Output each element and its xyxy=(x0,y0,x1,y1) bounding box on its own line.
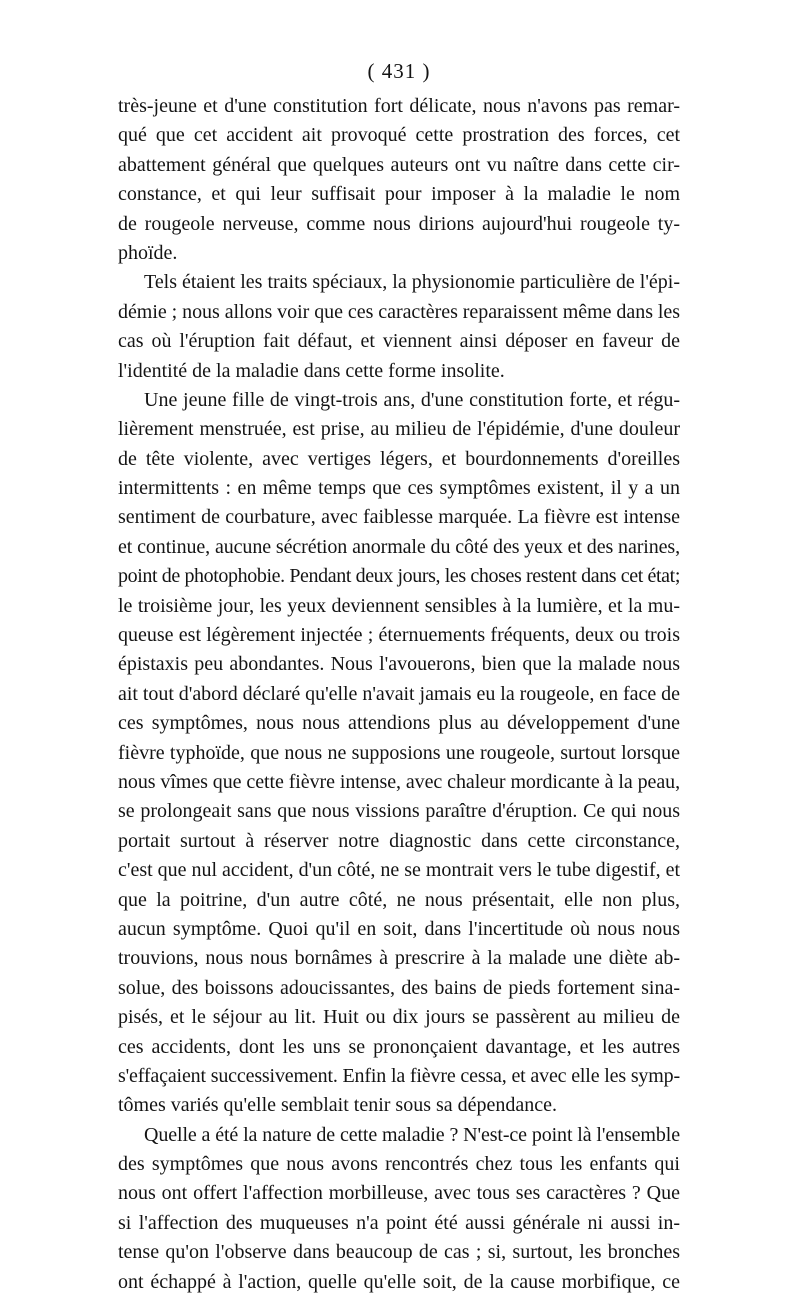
book-page xyxy=(118,58,680,1297)
text-line: ont échappé à l'action, quelle qu'elle soit, de la cause morbifique, ce xyxy=(118,1270,680,1293)
text-line: trouvions, nous nous bornâmes à prescrire à la malade une diète ab- xyxy=(118,947,680,970)
text-line: Tels étaient les traits spéciaux, la physionomie particulière de l'épi- xyxy=(144,271,680,294)
paragraph xyxy=(118,268,680,386)
text-line: point de photophobie. Pendant deux jours, les choses restent dans cet état; xyxy=(118,565,680,588)
text-line: portait surtout à réserver notre diagnostic dans cette circonstance, xyxy=(118,829,680,852)
text-line: solue, des boissons adoucissantes, des bains de pieds fortement sina- xyxy=(118,976,680,999)
text-line: se prolongeait sans que nous vissions paraître d'éruption. Ce qui nous xyxy=(118,800,680,823)
text-line: nous vîmes que cette fièvre intense, avec chaleur mordicante à la peau, xyxy=(118,770,680,793)
paragraph xyxy=(118,1121,680,1297)
text-line: nous ont offert l'affection morbilleuse, avec tous ses caractères ? Que xyxy=(118,1182,680,1205)
text-line: pisés, et le séjour au lit. Huit ou dix jours se passèrent au milieu de xyxy=(118,1006,680,1029)
text-line: lièrement menstruée, est prise, au milieu de l'épidémie, d'une douleur xyxy=(118,418,680,441)
text-body xyxy=(118,92,680,1297)
text-line: épistaxis peu abondantes. Nous l'avouerons, bien que la malade nous xyxy=(118,653,680,676)
text-line: des symptômes que nous avons rencontrés chez tous les enfants qui xyxy=(118,1153,680,1176)
text-line: intermittents : en même temps que ces symptômes existent, il y a un xyxy=(118,477,680,500)
text-line: de rougeole nerveuse, comme nous dirions aujourd'hui rougeole ty- xyxy=(118,212,680,235)
text-line: s'effaçaient successivement. Enfin la fièvre cessa, et avec elle les symp- xyxy=(118,1064,680,1087)
text-line: cas où l'éruption fait défaut, et viennent ainsi déposer en faveur de xyxy=(118,330,680,353)
text-line: que la poitrine, d'un autre côté, ne nous présentait, elle non plus, xyxy=(118,888,680,911)
text-line: démie ; nous allons voir que ces caractères reparaissent même dans les xyxy=(118,300,680,323)
text-line: fièvre typhoïde, que nous ne supposions une rougeole, surtout lorsque xyxy=(118,741,680,764)
text-line: Une jeune fille de vingt-trois ans, d'une constitution forte, et régu- xyxy=(144,388,680,411)
paragraph xyxy=(118,386,680,1121)
text-line: qué que cet accident ait provoqué cette prostration des forces, cet xyxy=(118,124,680,147)
text-line: ces symptômes, nous nous attendions plus au développement d'une xyxy=(118,712,680,735)
text-line: aucun symptôme. Quoi qu'il en soit, dans l'incertitude où nous nous xyxy=(118,917,680,940)
text-line: ces accidents, dont les uns se prononçaient davantage, et les autres xyxy=(118,1035,680,1058)
text-line: et continue, aucune sécrétion anormale du côté des yeux et des narines, xyxy=(118,535,681,558)
text-line: si l'affection des muqueuses n'a point été aussi générale ni aussi in- xyxy=(118,1211,680,1234)
text-line: abattement général que quelques auteurs ont vu naître dans cette cir- xyxy=(118,153,680,176)
page-number: ( 431 ) xyxy=(367,59,431,83)
text-line: tense qu'on l'observe dans beaucoup de cas ; si, surtout, les bronches xyxy=(118,1241,680,1264)
text-line: queuse est légèrement injectée ; éternuements fréquents, deux ou trois xyxy=(118,624,680,647)
text-line: de tête violente, avec vertiges légers, et bourdonnements d'oreilles xyxy=(118,447,680,470)
text-line: Quelle a été la nature de cette maladie ? N'est-ce point là l'ensemble xyxy=(144,1123,680,1146)
paragraph xyxy=(118,92,680,268)
text-line: ait tout d'abord déclaré qu'elle n'avait jamais eu la rougeole, en face de xyxy=(118,682,680,705)
text-line: l'identité de la maladie dans cette forme insolite. xyxy=(118,359,505,382)
text-line: constance, et qui leur suffisait pour imposer à la maladie le nom xyxy=(118,183,680,206)
text-line: c'est que nul accident, d'un côté, ne se montrait vers le tube digestif, et xyxy=(118,859,681,882)
text-line: tômes variés qu'elle semblait tenir sous sa dépendance. xyxy=(118,1094,558,1117)
text-line: le troisième jour, les yeux deviennent sensibles à la lumière, et la mu- xyxy=(118,594,680,617)
text-line: très-jeune et d'une constitution fort délicate, nous n'avons pas remar- xyxy=(118,95,680,117)
text-line: sentiment de courbature, avec faiblesse marquée. La fièvre est intense xyxy=(118,506,680,529)
text-line: phoïde. xyxy=(118,241,178,264)
